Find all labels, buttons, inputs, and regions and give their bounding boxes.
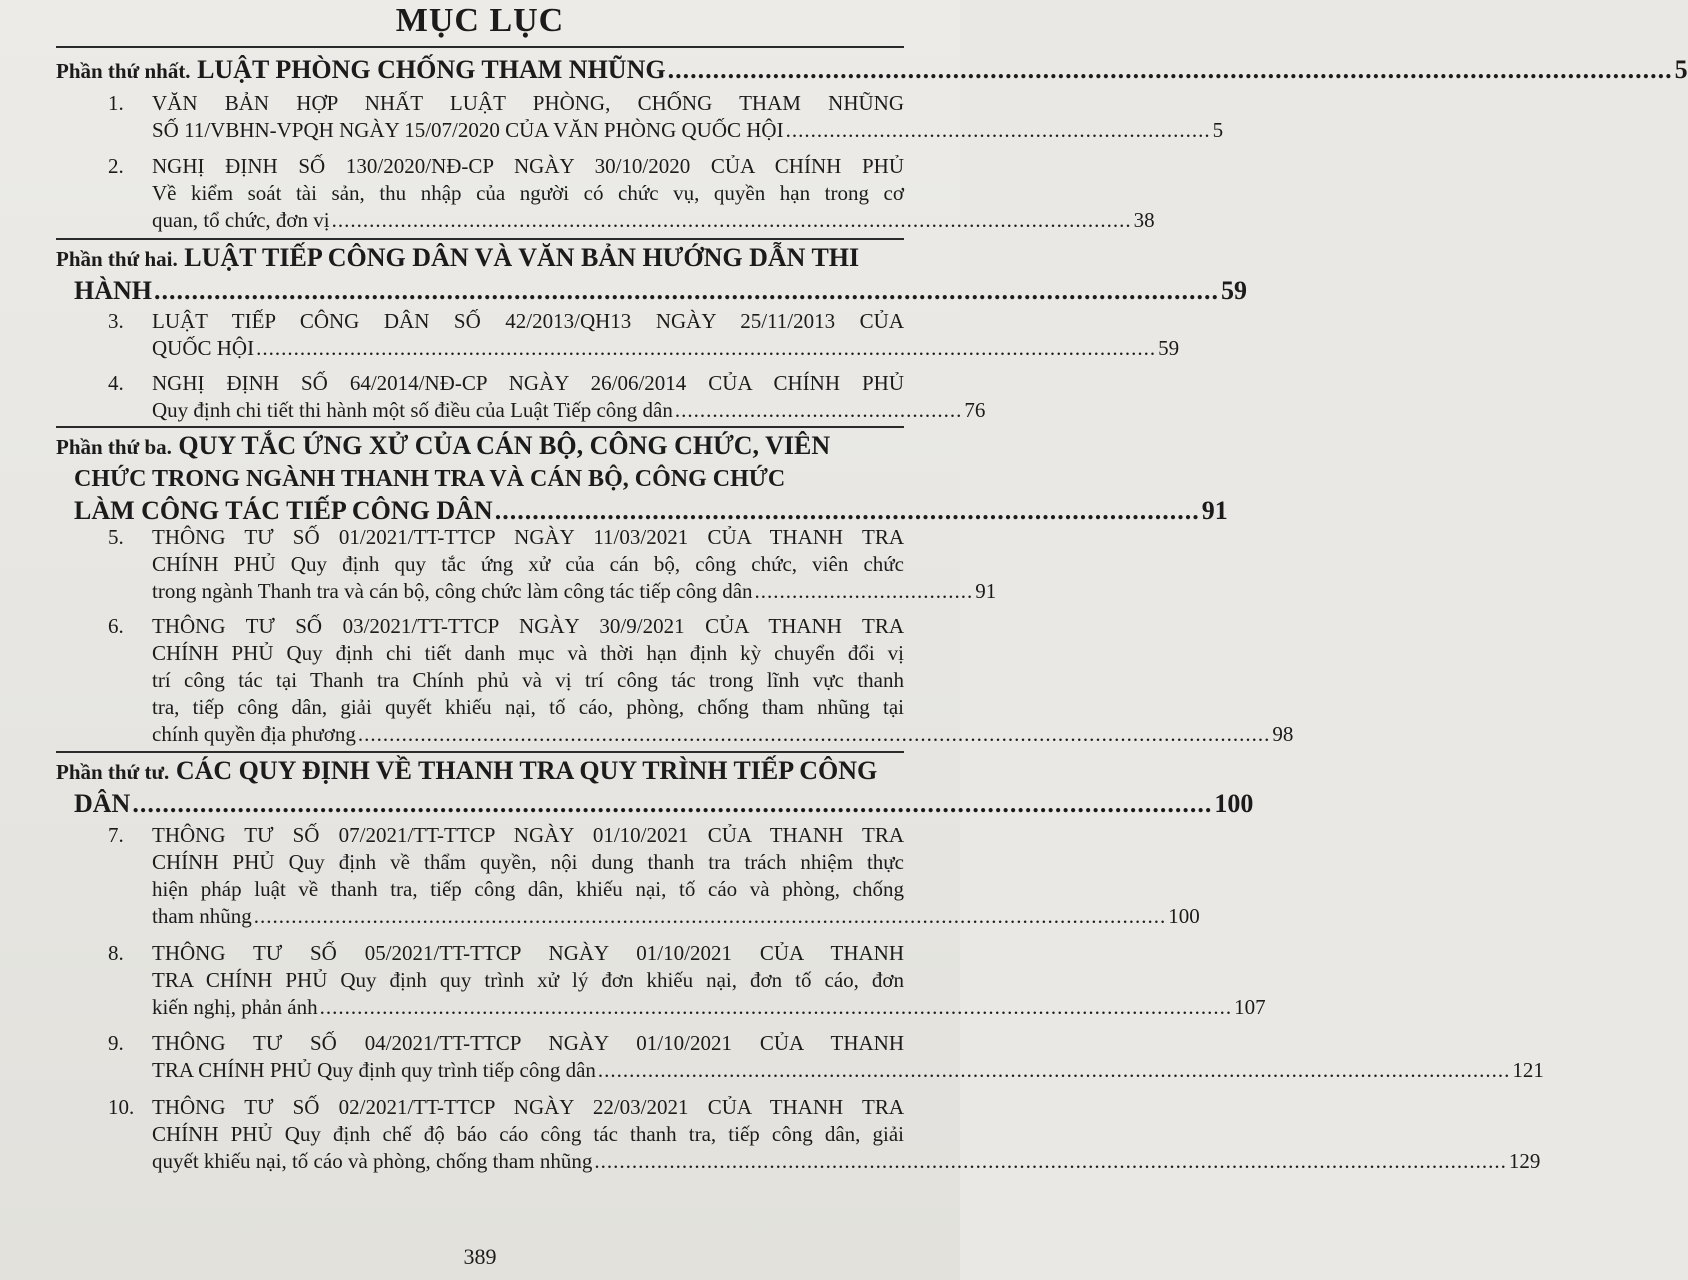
toc-item-3 xyxy=(108,308,1180,362)
item-text-line: NGHỊ ĐỊNH SỐ 130/2020/NĐ-CP NGÀY 30/10/2020 CỦA CHÍNH PHỦ xyxy=(152,154,904,178)
item-number: 10. xyxy=(108,1095,135,1119)
toc-item-1 xyxy=(108,90,1224,144)
item-text-line: THÔNG TƯ SỐ 03/2021/TT-TTCP NGÀY 30/9/2021 CỦA THANH TRA xyxy=(152,614,904,638)
item-text-line: TRA CHÍNH PHỦ Quy định quy trình xử lý đơn khiếu nại, đơn tố cáo, đơn xyxy=(152,968,904,992)
toc-item-4 xyxy=(108,370,986,424)
leader-dots: ...................................................................................................................................... xyxy=(667,55,1673,84)
part-2 xyxy=(56,242,1247,307)
leader-dots: ................................................................................................................................................ xyxy=(256,336,1157,360)
part-1-page: 5 xyxy=(1674,55,1688,84)
item-number: 6. xyxy=(108,614,124,638)
part-3-title: QUY TẮC ỨNG XỬ CỦA CÁN BỘ, CÔNG CHỨC, VIÊN xyxy=(178,431,831,460)
item-text-line: THÔNG TƯ SỐ 01/2021/TT-TTCP NGÀY 11/03/2021 CỦA THANH TRA xyxy=(152,525,904,549)
part-3-title-cont: LÀM CÔNG TÁC TIẾP CÔNG DÂN xyxy=(74,496,493,525)
item-text-line: NGHỊ ĐỊNH SỐ 64/2014/NĐ-CP NGÀY 26/06/2014 CỦA CHÍNH PHỦ xyxy=(152,371,904,395)
item-text-line: THÔNG TƯ SỐ 05/2021/TT-TTCP NGÀY 01/10/2021 CỦA THANH xyxy=(152,941,904,965)
item-number: 8. xyxy=(108,941,124,965)
item-number: 4. xyxy=(108,371,124,395)
leader-dots: .................................................................................................................................................. xyxy=(594,1149,1507,1173)
toc-item-9 xyxy=(108,1030,1544,1084)
item-text-line: QUỐC HỘI xyxy=(152,336,255,360)
item-number: 9. xyxy=(108,1031,124,1055)
item-text-line: trong ngành Thanh tra và cán bộ, công chức làm công tác tiếp công dân xyxy=(152,579,753,603)
section-rule xyxy=(56,751,904,753)
item-text-line: LUẬT TIẾP CÔNG DÂN SỐ 42/2013/QH13 NGÀY 25/11/2013 CỦA xyxy=(152,309,904,333)
part-2-title: LUẬT TIẾP CÔNG DÂN VÀ VĂN BẢN HƯỚNG DẪN THI xyxy=(184,243,860,272)
item-text-line: quyết khiếu nại, tố cáo và phòng, chống tham nhũng xyxy=(152,1149,593,1173)
item-text-line: CHÍNH PHỦ Quy định quy tắc ứng xử của cán bộ, công chức, viên chức xyxy=(152,552,904,576)
item-text-line: VĂN BẢN HỢP NHẤT LUẬT PHÒNG, CHỐNG THAM NHŨNG xyxy=(152,91,904,115)
part-2-page: 59 xyxy=(1221,276,1247,305)
part-4-line-2 xyxy=(56,788,1254,820)
item-text-line: CHÍNH PHỦ Quy định chi tiết danh mục và thời hạn định kỳ chuyển đổi vị xyxy=(152,641,904,665)
leader-dots: ................................... xyxy=(754,579,974,603)
part-4-title-cont: DÂN xyxy=(74,789,131,818)
item-text-line: THÔNG TƯ SỐ 07/2021/TT-TTCP NGÀY 01/10/2021 CỦA THANH TRA xyxy=(152,823,904,847)
item-text-line: tra, tiếp công dân, giải quyết khiếu nại, tố cáo, phòng, chống tham nhũng tại xyxy=(152,695,904,719)
item-text-line: hiện pháp luật về thanh tra, tiếp công dân, khiếu nại, tố cáo và phòng, chống xyxy=(152,877,904,901)
item-text-line: CHÍNH PHỦ Quy định về thẩm quyền, nội dung thanh tra trách nhiệm thực xyxy=(152,850,904,874)
toc-item-8 xyxy=(108,940,1266,1021)
part-2-line-1 xyxy=(56,242,904,275)
item-number: 5. xyxy=(108,525,124,549)
part-2-line-2 xyxy=(56,275,1247,307)
part-4-prefix: Phần thứ tư. xyxy=(56,760,170,784)
part-4-page: 100 xyxy=(1214,789,1254,818)
item-text-line: chính quyền địa phương xyxy=(152,722,356,746)
part-2-prefix: Phần thứ hai. xyxy=(56,247,178,271)
toc-item-7 xyxy=(108,822,1200,930)
item-text-line: quan, tổ chức, đơn vị xyxy=(152,208,330,232)
item-page: 121 xyxy=(1512,1058,1544,1082)
part-2-title-cont: HÀNH xyxy=(74,276,152,305)
item-number: 1. xyxy=(108,91,124,115)
page-number: 389 xyxy=(463,1244,497,1269)
leader-dots: .............................................................................................. xyxy=(494,496,1200,525)
part-4-line-1 xyxy=(56,755,904,788)
item-text-line: CHÍNH PHỦ Quy định chế độ báo cáo công tác thanh tra, tiếp công dân, giải xyxy=(152,1122,904,1146)
part-3 xyxy=(56,430,1228,527)
item-page: 98 xyxy=(1272,722,1294,746)
item-text-line: SỐ 11/VBHN-VPQH NGÀY 15/07/2020 CỦA VĂN PHÒNG QUỐC HỘI xyxy=(152,118,784,142)
item-text-line: tham nhũng xyxy=(152,904,252,928)
toc-item-5 xyxy=(108,524,997,605)
toc-item-2 xyxy=(108,153,1155,234)
item-page: 76 xyxy=(964,398,986,422)
item-page: 91 xyxy=(975,579,997,603)
part-1-line-1 xyxy=(56,54,1688,87)
item-page: 100 xyxy=(1168,904,1200,928)
item-number: 3. xyxy=(108,309,124,333)
toc-item-6 xyxy=(108,613,1294,748)
item-page: 129 xyxy=(1508,1149,1541,1173)
leader-dots: .................................................................................................................................................. xyxy=(319,995,1233,1019)
item-text-line: kiến nghị, phản ánh xyxy=(152,995,318,1019)
toc-item-10 xyxy=(108,1094,1541,1175)
item-text-line: Về kiểm soát tài sản, thu nhập của người có chức vụ, quyền hạn trong cơ xyxy=(152,181,904,205)
section-rule xyxy=(56,426,904,428)
item-page: 5 xyxy=(1212,118,1224,142)
part-1-title: LUẬT PHÒNG CHỐNG THAM NHŨNG xyxy=(197,55,666,84)
leader-dots: ................................................................................................................................ xyxy=(331,208,1132,232)
leader-dots: .................................................................................................................................................. xyxy=(357,722,1271,746)
section-rule xyxy=(56,238,904,240)
item-text-line: THÔNG TƯ SỐ 02/2021/TT-TTCP NGÀY 22/03/2021 CỦA THANH TRA xyxy=(152,1095,904,1119)
leader-dots: .................................................................................................................................................. xyxy=(597,1058,1511,1082)
item-text-line: THÔNG TƯ SỐ 04/2021/TT-TTCP NGÀY 01/10/2021 CỦA THANH xyxy=(152,1031,904,1055)
item-page: 107 xyxy=(1234,995,1266,1019)
part-3-page: 91 xyxy=(1201,496,1228,525)
page-title: MỤC LỤC xyxy=(395,2,565,39)
item-page: 59 xyxy=(1158,336,1180,360)
item-number: 2. xyxy=(108,154,124,178)
item-page: 38 xyxy=(1133,208,1155,232)
title-rule xyxy=(56,46,904,48)
leader-dots: .................................................................... xyxy=(785,118,1211,142)
leader-dots: ................................................................................................................................................ xyxy=(132,789,1213,818)
leader-dots: .............................................. xyxy=(674,398,963,422)
item-text-line: trí công tác tại Thanh tra Chính phủ và vị trí công tác trong lĩnh vực thanh xyxy=(152,668,904,692)
part-3-prefix: Phần thứ ba. xyxy=(56,435,172,459)
leader-dots: .............................................................................................................................................. xyxy=(154,276,1219,305)
part-3-title-cont: CHỨC TRONG NGÀNH THANH TRA VÀ CÁN BỘ, CÔNG CHỨC xyxy=(74,466,786,492)
part-3-line-1 xyxy=(56,430,904,463)
item-text-line: Quy định chi tiết thi hành một số điều của Luật Tiếp công dân xyxy=(152,398,673,422)
part-3-line-2 xyxy=(56,463,904,495)
part-4 xyxy=(56,755,1254,820)
part-1-prefix: Phần thứ nhất. xyxy=(56,59,191,83)
item-number: 7. xyxy=(108,823,124,847)
item-text-line: TRA CHÍNH PHỦ Quy định quy trình tiếp công dân xyxy=(152,1058,596,1082)
part-4-title: CÁC QUY ĐỊNH VỀ THANH TRA QUY TRÌNH TIẾP CÔNG xyxy=(175,756,878,785)
leader-dots: .................................................................................................................................................. xyxy=(253,904,1167,928)
part-1 xyxy=(56,54,1688,87)
part-3-line-3 xyxy=(56,495,1228,527)
